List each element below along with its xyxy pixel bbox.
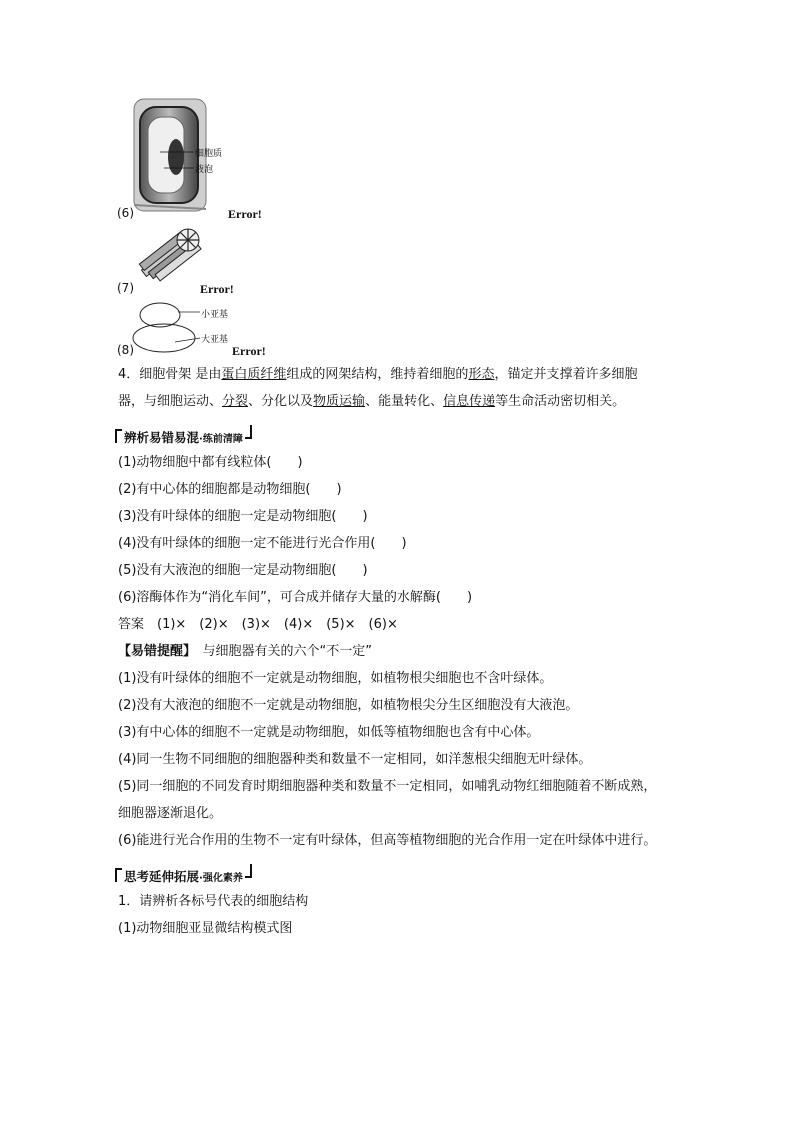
tip-item-5: (5)同一细胞的不同发育时期细胞器种类和数量不一定相同，如哺乳动物红细胞随着不断成熟， xyxy=(118,779,657,794)
answer-line: 答案 (1)× (2)× (3)× (4)× (5)× (6)× xyxy=(118,617,398,632)
judge-item-4: (4)没有叶绿体的细胞一定不能进行光合作用( ) xyxy=(118,536,407,551)
cytoskeleton-figure xyxy=(136,226,206,284)
section1-heading xyxy=(115,425,252,446)
tip-item-3: (3)有中心体的细胞不一定就是动物细胞，如低等植物细胞也含有中心体。 xyxy=(118,725,540,740)
para4-line1 xyxy=(118,366,637,384)
para4-text: 等生命活动密切相关。 xyxy=(495,394,626,409)
fig6-vacuole-label: 液泡 xyxy=(195,165,214,175)
fig6-pointer-lines xyxy=(160,148,196,172)
fig6-cytoplasm-label: 细胞质 xyxy=(195,149,223,159)
section2-subtitle: ·强化素养 xyxy=(199,873,243,884)
para4-text: ，锚定并支撑着许多细胞 xyxy=(494,367,638,382)
para4-text: 器，与细胞运动、 xyxy=(118,394,223,409)
judge-item-5: (5)没有大液泡的细胞一定是动物细胞( ) xyxy=(118,563,368,578)
para4-underlined: 蛋白质纤维 xyxy=(221,367,287,382)
para4-underlined: 分裂 xyxy=(222,394,249,409)
fig8-small-subunit-label: 小亚基 xyxy=(201,310,229,320)
para4-text: 组成的网架结构，维持着细胞的 xyxy=(286,367,469,382)
tip-item-1: (1)没有叶绿体的细胞不一定就是动物细胞，如植物根尖细胞也不含叶绿体。 xyxy=(118,671,553,686)
tip-item-4: (4)同一生物不同细胞的细胞器种类和数量不一定相同，如洋葱根尖细胞无叶绿体。 xyxy=(118,752,592,767)
bracket-right-icon xyxy=(245,425,252,439)
para4-line2 xyxy=(118,393,625,411)
bracket-left-icon xyxy=(115,868,122,882)
judge-item-6: (6)溶酶体作为“消化车间”，可合成并储存大量的水解酶( ) xyxy=(118,590,473,605)
fig8-error: Error! xyxy=(232,344,266,358)
judge-item-2: (2)有中心体的细胞都是动物细胞( ) xyxy=(118,482,342,497)
para4-underlined: 信息传递 xyxy=(443,394,496,409)
tips-tag: 【易错提醒】 xyxy=(118,644,190,659)
tip-item-2: (2)没有大液泡的细胞不一定就是动物细胞，如植物根尖分生区细胞没有大液泡。 xyxy=(118,698,579,713)
bracket-right-icon xyxy=(245,864,252,878)
bracket-left-icon xyxy=(115,429,122,443)
fig7-error: Error! xyxy=(200,282,234,296)
para4-text: 4．细胞骨架 是由 xyxy=(118,367,222,382)
section1-subtitle: ·练前清障 xyxy=(199,434,243,445)
para4-text: 、能量转化、 xyxy=(365,394,444,409)
fig7-label: (7) xyxy=(117,281,134,295)
section2-item-2: (1)动物细胞亚显微结构模式图 xyxy=(118,921,293,936)
para4-text: 、分化以及 xyxy=(248,394,314,409)
fig8-label: (8) xyxy=(117,343,134,357)
tips-heading-text: 与细胞器有关的六个“不一定” xyxy=(189,644,372,659)
fig8-large-subunit-label: 大亚基 xyxy=(201,335,229,345)
section2-heading xyxy=(115,864,252,885)
section2-item-1: 1．请辨析各标号代表的细胞结构 xyxy=(118,894,309,909)
fig6-label: (6) xyxy=(117,206,134,220)
para4-underlined: 形态 xyxy=(468,367,495,382)
para4-underlined: 物质运输 xyxy=(313,394,366,409)
judge-item-1: (1)动物细胞中都有线粒体( ) xyxy=(118,455,303,470)
section1-title: 辨析易错易混 xyxy=(124,430,200,445)
section2-title: 思考延伸拓展 xyxy=(124,869,200,884)
tips-heading xyxy=(118,643,372,661)
judge-item-3: (3)没有叶绿体的细胞一定是动物细胞( ) xyxy=(118,509,368,524)
fig6-error: Error! xyxy=(228,207,262,221)
tip-item-6: (6)能进行光合作用的生物不一定有叶绿体，但高等植物细胞的光合作用一定在叶绿体中进行。 xyxy=(118,833,657,848)
tip-item-5-cont: 细胞器逐渐退化。 xyxy=(118,806,223,821)
